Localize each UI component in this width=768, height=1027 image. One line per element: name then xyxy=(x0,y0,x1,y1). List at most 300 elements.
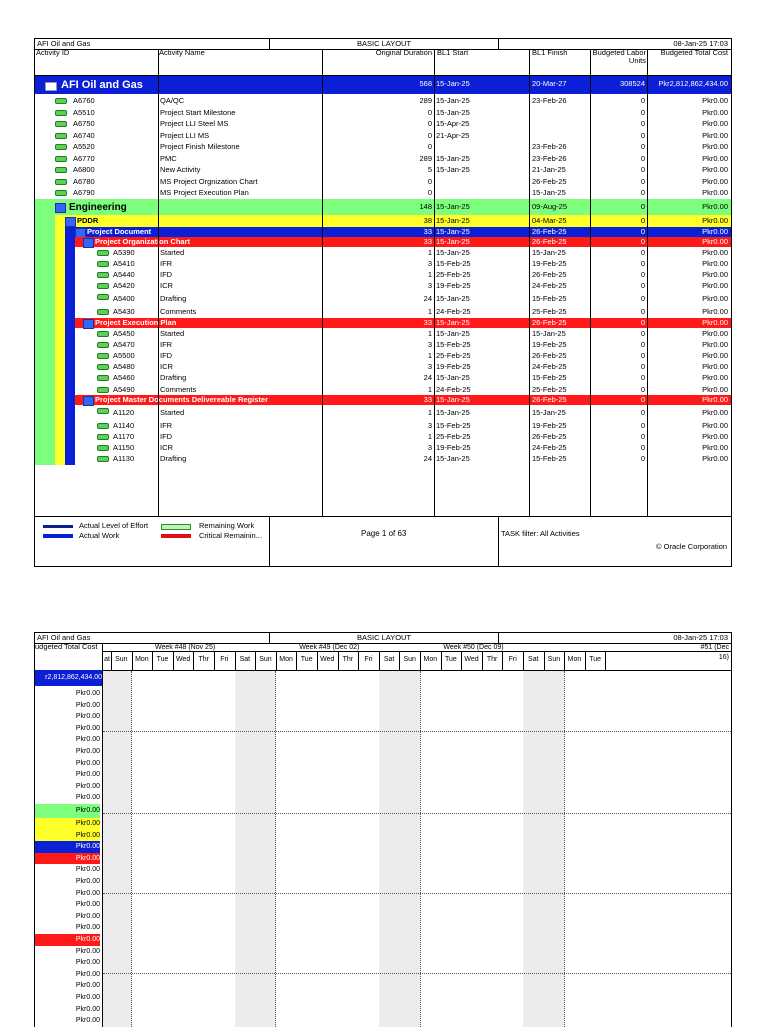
cost-cell: Pkr0.00 xyxy=(75,982,100,990)
activity-bl1-finish: 26-Feb-25 xyxy=(532,350,567,360)
activity-name: Drafting xyxy=(160,294,187,304)
col-activity-name[interactable]: Activity Name xyxy=(159,48,205,57)
activity-bl1-start: 15-Jan-25 xyxy=(436,153,470,163)
cost-cell: Pkr0.00 xyxy=(75,901,100,909)
activity-bl1-start: 15-Jan-25 xyxy=(436,165,470,174)
pddr-indent-strip xyxy=(55,215,65,465)
pddr-labor-units: 0 xyxy=(640,215,645,225)
activity-labor-units: 0 xyxy=(640,247,645,257)
legend-actual-level-of-effort: Actual Level of Effort xyxy=(79,521,149,530)
wbs-group-bl1-start: 15-Jan-25 xyxy=(436,394,470,404)
activity-labor-units: 0 xyxy=(640,431,645,441)
row-group-divider xyxy=(103,731,731,732)
document-indent-strip xyxy=(65,227,75,465)
legend-actual-work: Actual Work xyxy=(79,531,120,540)
activity-total-cost: Pkr0.00 xyxy=(702,328,728,338)
activity-duration: 5 xyxy=(427,165,432,174)
pddr-total-cost: Pkr0.00 xyxy=(702,215,728,225)
activity-duration: 289 xyxy=(419,153,432,163)
report-datetime-p2: 08-Jan-25 17:03 xyxy=(673,633,728,642)
activity-bar-icon xyxy=(97,408,109,414)
wbs-group-duration: 33 xyxy=(423,394,432,404)
activity-id: A5460 xyxy=(113,373,135,383)
activity-bl1-start: 15-Jan-25 xyxy=(436,247,470,257)
activity-name: Project Start Milestone xyxy=(160,107,236,117)
activity-duration: 1 xyxy=(427,269,432,279)
activity-bl1-start: 24-Feb-25 xyxy=(436,307,471,317)
activity-bar-icon xyxy=(97,261,109,267)
activity-bl1-start: 15-Jan-25 xyxy=(436,454,470,464)
activity-labor-units: 0 xyxy=(640,328,645,338)
activity-id: A6740 xyxy=(73,130,95,140)
cost-cell: Pkr0.00 xyxy=(75,748,100,755)
project-document-total-cost: Pkr0.00 xyxy=(702,226,728,236)
engineering-bl1-start: 15-Jan-25 xyxy=(436,201,470,211)
col-bl1-start[interactable]: BL1 Start xyxy=(437,48,469,57)
wbs-group-bl1-finish: 26-Feb-25 xyxy=(532,394,567,404)
wbs-group-labor-units: 0 xyxy=(640,236,645,246)
activity-id: A5490 xyxy=(113,384,135,394)
wbs-group-labor-units: 0 xyxy=(640,394,645,404)
legend-remaining-work: Remaining Work xyxy=(199,521,255,530)
activity-total-cost: Pkr0.00 xyxy=(702,307,728,317)
activity-bar-icon xyxy=(55,144,67,150)
activity-duration: 0 xyxy=(427,119,432,128)
activity-bar-icon xyxy=(55,110,67,116)
wbs-group-bl1-start: 15-Jan-25 xyxy=(436,317,470,327)
week-header: Week #48 (Nov 25) xyxy=(155,644,216,651)
activity-total-cost: Pkr0.00 xyxy=(702,454,728,464)
day-header: Tue xyxy=(444,656,457,663)
activity-duration: 3 xyxy=(427,362,432,372)
activity-total-cost: Pkr0.00 xyxy=(702,96,728,105)
cost-cell: Pkr0.00 xyxy=(75,866,100,874)
row-group-divider xyxy=(103,973,731,974)
activity-bar-icon xyxy=(97,250,109,256)
activity-duration: 24 xyxy=(423,373,432,383)
activity-duration: 0 xyxy=(427,142,432,151)
activity-duration: 1 xyxy=(427,350,432,360)
activity-bl1-start: 15-Feb-25 xyxy=(436,339,471,349)
cost-cell: Pkr0.00 xyxy=(35,830,100,842)
activity-id: A6780 xyxy=(73,176,95,186)
activity-id: A5420 xyxy=(113,281,135,291)
activity-duration: 3 xyxy=(427,281,432,291)
day-header: Sat xyxy=(239,656,251,663)
cost-cell: Pkr0.00 xyxy=(35,934,100,946)
report-page-2 xyxy=(34,632,732,1027)
activity-id: A5470 xyxy=(113,339,135,349)
activity-id: A5410 xyxy=(113,258,135,268)
activity-bl1-start: 25-Feb-25 xyxy=(436,269,471,279)
engineering-total-cost: Pkr0.00 xyxy=(702,201,728,211)
activity-id: A6800 xyxy=(73,165,95,174)
project-name: AFI Oil and Gas xyxy=(61,79,143,91)
engineering-bl1-finish: 09-Aug-25 xyxy=(532,201,568,211)
day-header: Mon xyxy=(423,656,438,663)
project-labor-units: 308524 xyxy=(619,79,645,88)
activity-bl1-finish: 23-Feb-26 xyxy=(532,142,567,151)
gantt-timescale xyxy=(103,643,731,1027)
project-document-labor-units: 0 xyxy=(640,226,645,236)
activity-name: New Activity xyxy=(160,165,201,174)
day-header: at xyxy=(104,656,110,663)
legend-critical-remaining-swatch xyxy=(161,534,191,538)
activity-name: Started xyxy=(160,247,185,257)
project-bl1-finish: 20-Mar-27 xyxy=(532,79,567,88)
day-header: Thr xyxy=(486,656,498,663)
day-header: Thr xyxy=(198,656,209,663)
activity-bl1-finish: 15-Jan-25 xyxy=(532,188,566,197)
activity-bl1-start: 15-Jan-25 xyxy=(436,328,470,338)
engineering-duration: 148 xyxy=(419,201,432,211)
day-header: Mon xyxy=(135,656,149,663)
activity-id: A5510 xyxy=(73,107,95,117)
col-original-duration[interactable]: Original Duration xyxy=(375,48,432,57)
pddr-bl1-finish: 04-Mar-25 xyxy=(532,215,567,225)
activity-name: ICR xyxy=(160,443,173,453)
activity-total-cost: Pkr0.00 xyxy=(702,373,728,383)
activity-bar-icon xyxy=(55,167,67,173)
project-document-name: Project Document xyxy=(87,226,152,236)
activity-bl1-finish: 26-Feb-25 xyxy=(532,176,567,186)
wbs-group-bl1-finish: 26-Feb-25 xyxy=(532,317,567,327)
activity-name: ICR xyxy=(160,281,173,291)
activity-bl1-finish: 15-Feb-25 xyxy=(532,454,567,464)
cost-cell: Pkr0.00 xyxy=(75,1005,100,1013)
activity-bl1-finish: 19-Feb-25 xyxy=(532,420,567,430)
activity-id: A5450 xyxy=(113,328,135,338)
col-budgeted-labor[interactable]: Budgeted Labor xyxy=(592,48,646,57)
activity-duration: 3 xyxy=(427,339,432,349)
activity-labor-units: 0 xyxy=(640,96,645,105)
activity-labor-units: 0 xyxy=(640,153,645,163)
activity-bl1-start: 25-Feb-25 xyxy=(436,350,471,360)
pddr-name: PDDR xyxy=(77,215,99,225)
cost-cell: Pkr0.00 xyxy=(75,947,100,955)
activity-total-cost: Pkr0.00 xyxy=(702,339,728,349)
cost-cell: Pkr0.00 xyxy=(75,878,100,885)
activity-labor-units: 0 xyxy=(640,269,645,279)
activity-labor-units: 0 xyxy=(640,107,645,117)
activity-bl1-start: 19-Feb-25 xyxy=(436,362,471,372)
day-header: Wed xyxy=(320,656,335,663)
activity-total-cost: Pkr0.00 xyxy=(702,176,728,186)
activity-total-cost: Pkr0.00 xyxy=(702,130,728,140)
activity-duration: 0 xyxy=(427,107,432,117)
day-header: Tue xyxy=(156,656,169,663)
activity-bar-icon xyxy=(97,423,109,429)
activity-bl1-finish: 15-Feb-25 xyxy=(532,373,567,383)
legend-actual-work-swatch xyxy=(43,534,73,538)
activity-bar-icon xyxy=(97,331,109,337)
activity-labor-units: 0 xyxy=(640,307,645,317)
cost-cell: Pkr0.00 xyxy=(75,924,100,932)
activity-name: Comments xyxy=(160,307,197,317)
project-duration: 568 xyxy=(419,79,432,88)
activity-name: Started xyxy=(160,328,185,338)
activity-total-cost: Pkr0.00 xyxy=(702,350,728,360)
activity-total-cost: Pkr0.00 xyxy=(702,142,728,151)
activity-name: Project Finish Milestone xyxy=(160,142,240,151)
activity-total-cost: Pkr0.00 xyxy=(702,107,728,117)
col-budgeted-total-cost-p2[interactable]: udgeted Total Cost xyxy=(35,642,98,651)
report-datetime: 08-Jan-25 17:03 xyxy=(673,39,728,48)
company-name: AFI Oil and Gas xyxy=(37,39,91,48)
activity-total-cost: Pkr0.00 xyxy=(702,431,728,441)
cost-cell: Pkr0.00 xyxy=(75,690,100,697)
day-header: Fri xyxy=(508,656,517,663)
activity-total-cost: Pkr0.00 xyxy=(702,188,728,197)
activity-duration: 3 xyxy=(427,420,432,430)
activity-total-cost: Pkr0.00 xyxy=(702,294,728,304)
cost-cell: Pkr0.00 xyxy=(75,794,100,802)
activity-labor-units: 0 xyxy=(640,443,645,453)
activity-labor-units: 0 xyxy=(640,420,645,430)
activity-id: A5390 xyxy=(113,247,135,257)
day-header: Sun xyxy=(547,656,561,663)
activity-total-cost: Pkr0.00 xyxy=(702,269,728,279)
activity-bar-icon xyxy=(97,272,109,278)
col-activity-id[interactable]: Activity ID xyxy=(36,48,70,57)
cost-cell: Pkr0.00 xyxy=(75,771,100,779)
activity-bl1-finish: 15-Feb-25 xyxy=(532,294,567,304)
activity-bar-icon xyxy=(55,133,67,139)
day-header: Mon xyxy=(279,656,293,663)
cost-cell: Pkr0.00 xyxy=(75,701,100,709)
wbs-group-bl1-start: 15-Jan-25 xyxy=(436,236,470,246)
activity-name: IFR xyxy=(160,420,173,430)
row-group-divider xyxy=(103,893,731,894)
company-name-p2: AFI Oil and Gas xyxy=(37,633,91,642)
activity-name: ICR xyxy=(160,362,173,372)
activity-bl1-finish: 15-Jan-25 xyxy=(532,407,566,417)
activity-total-cost: Pkr0.00 xyxy=(702,362,728,372)
cost-cell: Pkr0.00 xyxy=(35,804,100,818)
activity-id: A6750 xyxy=(73,119,95,128)
activity-name: Drafting xyxy=(160,373,187,383)
activity-bl1-finish: 26-Feb-25 xyxy=(532,431,567,441)
activity-bl1-start: 15-Feb-25 xyxy=(436,258,471,268)
activity-duration: 1 xyxy=(427,247,432,257)
activity-bl1-start: 24-Feb-25 xyxy=(436,384,471,394)
activity-total-cost: Pkr0.00 xyxy=(702,407,728,417)
activity-bar-icon xyxy=(97,387,109,393)
project-document-duration: 33 xyxy=(423,226,432,236)
activity-total-cost: Pkr0.00 xyxy=(702,153,728,163)
folder-icon xyxy=(45,82,57,91)
activity-labor-units: 0 xyxy=(640,165,645,174)
activity-duration: 0 xyxy=(427,176,432,186)
week-header: Week #49 (Dec 02) xyxy=(299,644,360,651)
wbs-group-duration: 33 xyxy=(423,236,432,246)
wbs-icon xyxy=(65,217,76,227)
activity-bl1-start: 25-Feb-25 xyxy=(436,431,471,441)
activity-bar-icon xyxy=(55,190,67,196)
activity-id: A1120 xyxy=(113,407,135,417)
day-header: Thr xyxy=(342,656,354,663)
legend-remaining-work-swatch xyxy=(161,524,191,530)
activity-id: A5480 xyxy=(113,362,135,372)
activity-id: A6770 xyxy=(73,153,95,163)
copyright: © Oracle Corporation xyxy=(656,542,727,551)
activity-labor-units: 0 xyxy=(640,130,645,140)
activity-id: A1170 xyxy=(113,431,135,441)
activity-total-cost: Pkr0.00 xyxy=(702,443,728,453)
activity-bl1-finish: 25-Feb-25 xyxy=(532,384,567,394)
activity-bl1-finish: 15-Jan-25 xyxy=(532,328,566,338)
activity-duration: 3 xyxy=(427,443,432,453)
activity-labor-units: 0 xyxy=(640,294,645,304)
activity-table xyxy=(35,76,731,516)
activity-name: IFR xyxy=(160,258,173,268)
activity-name: IFR xyxy=(160,339,173,349)
legend-actual-level-of-effort-swatch xyxy=(43,525,73,528)
activity-name: IFD xyxy=(160,269,173,279)
cost-cell: Pkr0.00 xyxy=(75,759,100,767)
col-budgeted-total-cost[interactable]: Budgeted Total Cost xyxy=(660,48,728,57)
report-page-1 xyxy=(34,38,732,567)
activity-labor-units: 0 xyxy=(640,339,645,349)
layout-name-p2: BASIC LAYOUT xyxy=(357,633,412,642)
activity-bl1-finish: 19-Feb-25 xyxy=(532,258,567,268)
activity-name: PMC xyxy=(160,153,177,163)
day-header: Fri xyxy=(364,656,373,663)
activity-total-cost: Pkr0.00 xyxy=(702,281,728,291)
activity-labor-units: 0 xyxy=(640,454,645,464)
activity-duration: 1 xyxy=(427,407,432,417)
activity-id: A5400 xyxy=(113,294,135,304)
activity-total-cost: Pkr0.00 xyxy=(702,165,728,174)
activity-id: A5520 xyxy=(73,142,95,151)
activity-name: QA/QC xyxy=(160,96,185,105)
activity-bl1-finish: 26-Feb-25 xyxy=(532,269,567,279)
activity-duration: 1 xyxy=(427,431,432,441)
activity-duration: 1 xyxy=(427,384,432,394)
activity-labor-units: 0 xyxy=(640,188,645,197)
activity-bl1-start: 19-Feb-25 xyxy=(436,281,471,291)
activity-total-cost: Pkr0.00 xyxy=(702,258,728,268)
activity-id: A6760 xyxy=(73,96,95,105)
activity-bar-icon xyxy=(97,434,109,440)
wbs-group-duration: 33 xyxy=(423,317,432,327)
cost-cell: Pkr0.00 xyxy=(75,713,100,721)
activity-duration: 24 xyxy=(423,294,432,304)
activity-labor-units: 0 xyxy=(640,373,645,383)
activity-id: A1140 xyxy=(113,420,135,430)
col-bl1-finish[interactable]: BL1 Finish xyxy=(532,48,568,57)
activity-labor-units: 0 xyxy=(640,142,645,151)
activity-bl1-finish: 24-Feb-25 xyxy=(532,281,567,291)
wbs-group-bl1-finish: 26-Feb-25 xyxy=(532,236,567,246)
cost-cell: Pkr0.00 xyxy=(75,959,100,967)
activity-bl1-start: 15-Jan-25 xyxy=(436,407,470,417)
activity-name: MS Project Execution Plan xyxy=(160,188,249,197)
cost-cell: Pkr0.00 xyxy=(35,853,100,865)
activity-duration: 3 xyxy=(427,258,432,268)
activity-bl1-start: 15-Jan-25 xyxy=(436,107,470,117)
cost-cell: Pkr0.00 xyxy=(75,724,100,732)
project-document-bl1-finish: 26-Feb-25 xyxy=(532,226,567,236)
activity-duration: 24 xyxy=(423,454,432,464)
pddr-bl1-start: 15-Jan-25 xyxy=(436,215,470,225)
activity-id: A1130 xyxy=(113,454,135,464)
activity-name: Drafting xyxy=(160,454,187,464)
cost-cell: Pkr0.00 xyxy=(75,970,100,978)
activity-labor-units: 0 xyxy=(640,176,645,186)
activity-bl1-finish: 24-Feb-25 xyxy=(532,443,567,453)
activity-bar-icon xyxy=(97,364,109,370)
activity-labor-units: 0 xyxy=(640,119,645,128)
layout-name: BASIC LAYOUT xyxy=(357,39,412,48)
activity-bar-icon xyxy=(97,375,109,381)
project-cost-cell: r2,812,862,434.00 xyxy=(35,670,102,686)
activity-bar-icon xyxy=(97,445,109,451)
activity-bl1-start: 15-Jan-25 xyxy=(436,96,470,105)
day-header: Sat xyxy=(528,656,539,663)
activity-bl1-finish: 19-Feb-25 xyxy=(532,339,567,349)
cost-cell: Pkr0.00 xyxy=(35,841,100,853)
activity-name: Comments xyxy=(160,384,197,394)
activity-bl1-finish: 15-Jan-25 xyxy=(532,247,566,257)
activity-bl1-start: 15-Apr-25 xyxy=(436,119,470,128)
activity-name: IFD xyxy=(160,431,173,441)
activity-labor-units: 0 xyxy=(640,281,645,291)
col-budgeted-labor-units[interactable]: Units xyxy=(628,56,646,65)
cost-cell: Pkr0.00 xyxy=(35,818,100,830)
day-header: Wed xyxy=(175,656,191,663)
activity-total-cost: Pkr0.00 xyxy=(702,119,728,128)
wbs-icon xyxy=(83,319,94,329)
activity-total-cost: Pkr0.00 xyxy=(702,384,728,394)
wbs-group-name: Project Execution Plan xyxy=(95,317,177,327)
activity-bl1-finish: 23-Feb-26 xyxy=(532,96,567,105)
activity-labor-units: 0 xyxy=(640,258,645,268)
activity-bar-icon xyxy=(97,342,109,348)
cost-cell: Pkr0.00 xyxy=(75,782,100,790)
day-header: Mon xyxy=(567,656,582,663)
activity-bar-icon xyxy=(55,179,67,185)
activity-bar-icon xyxy=(55,121,67,127)
activity-bar-icon xyxy=(55,98,67,104)
cost-cell: Pkr0.00 xyxy=(75,889,100,897)
activity-bar-icon xyxy=(97,294,109,300)
activity-id: A5440 xyxy=(113,269,135,279)
activity-labor-units: 0 xyxy=(640,407,645,417)
day-header: Tue xyxy=(589,656,601,663)
activity-bl1-finish: 24-Feb-25 xyxy=(532,362,567,372)
project-total-cost: Pkr2,812,862,434.00 xyxy=(658,79,728,88)
activity-labor-units: 0 xyxy=(640,362,645,372)
wbs-icon xyxy=(55,203,66,213)
activity-id: A1150 xyxy=(113,443,135,453)
activity-duration: 0 xyxy=(427,130,432,140)
activity-bl1-finish: 25-Feb-25 xyxy=(532,307,567,317)
filter-label: TASK filter: All Activities xyxy=(501,529,580,538)
activity-bl1-start: 19-Feb-25 xyxy=(436,443,471,453)
activity-name: Started xyxy=(160,407,185,417)
wbs-icon xyxy=(83,396,94,406)
day-header: Wed xyxy=(464,656,479,663)
activity-bar-icon xyxy=(97,309,109,315)
day-header: Fri xyxy=(220,656,229,663)
day-header: Sat xyxy=(383,656,395,663)
activity-bl1-finish: 21-Jan-25 xyxy=(532,165,566,174)
activity-id: A5500 xyxy=(113,350,135,360)
activity-name: MS Project Orgnization Chart xyxy=(160,176,258,186)
activity-duration: 1 xyxy=(427,307,432,317)
page-number: Page 1 of 63 xyxy=(361,529,407,538)
